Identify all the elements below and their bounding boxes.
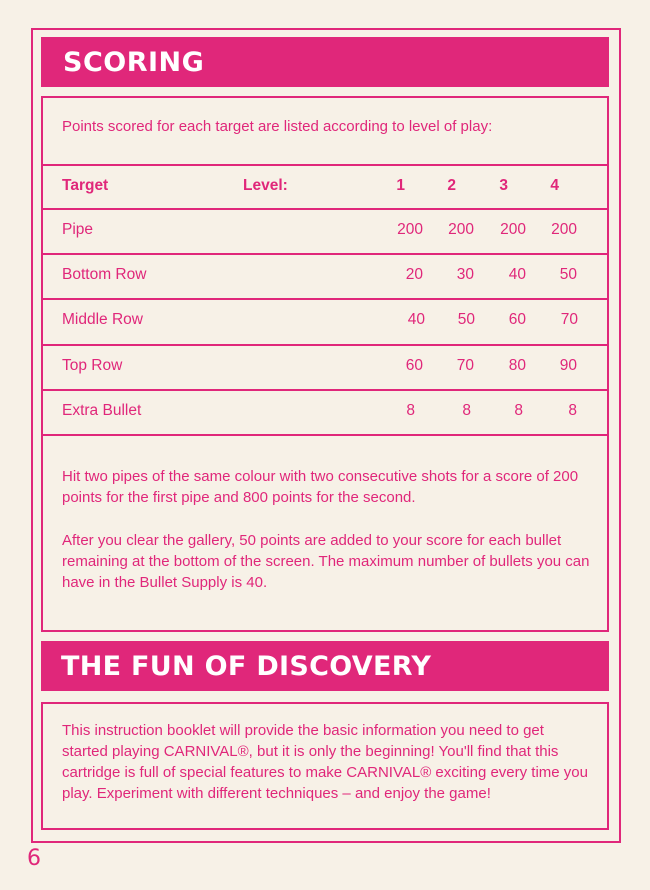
row-value: 200 (448, 221, 474, 238)
fun-banner (41, 641, 609, 691)
row-value: 70 (456, 357, 474, 374)
header-level-4: 4 (550, 177, 559, 194)
scoring-banner (41, 37, 609, 87)
row-value: 50 (457, 311, 475, 328)
header-target: Target (62, 177, 109, 194)
row-value: 50 (559, 266, 577, 283)
row-value: 8 (568, 402, 577, 419)
row-value: 80 (508, 357, 526, 374)
row-target: Middle Row (62, 311, 143, 328)
row-value: 40 (508, 266, 526, 283)
row-value: 70 (560, 311, 578, 328)
row-value: 60 (508, 311, 526, 328)
row-value: 200 (500, 221, 526, 238)
row-target: Top Row (62, 357, 123, 374)
scoring-paragraph-pipes: Hit two pipes of the same colour with two consecutive shots for a score of 200 points for the first pipe and 800 points for the second. (62, 468, 579, 506)
row-value: 8 (514, 402, 523, 419)
table-row (43, 210, 607, 254)
fun-paragraph: This instruction booklet will provide the basic information you need to get started playing CARNIVAL®, but it is only the beginning! You'll find that this cartridge is full of special features to make CARNIVAL® exciting every time you play. Experiment with different techniques – and enjoy the game! (62, 722, 588, 802)
page-number: 6 (27, 846, 41, 871)
row-target: Pipe (62, 221, 94, 238)
scoring-title: SCORING (63, 46, 205, 78)
row-value: 30 (456, 266, 474, 283)
table-row (43, 255, 607, 299)
row-value: 40 (407, 311, 425, 328)
row-target: Extra Bullet (62, 402, 142, 419)
row-value: 200 (551, 221, 577, 238)
row-value: 8 (462, 402, 471, 419)
header-level-1: 1 (396, 177, 405, 194)
table-row (43, 300, 607, 344)
row-value: 200 (397, 221, 423, 238)
row-value: 90 (559, 357, 577, 374)
table-row (43, 346, 607, 390)
header-level: Level: (243, 177, 288, 194)
table-row (43, 391, 607, 435)
table-header-row (43, 166, 607, 210)
scoring-paragraph-bullets: After you clear the gallery, 50 points are added to your score for each bullet remaining at the bottom of the screen. The maximum number of bullets you can have in the Bullet Supply is 40. (62, 532, 590, 591)
row-value: 8 (406, 402, 415, 419)
row-value: 60 (405, 357, 423, 374)
row-value: 20 (405, 266, 423, 283)
header-level-2: 2 (447, 177, 456, 194)
scoring-intro: Points scored for each target are listed according to level of play: (62, 118, 493, 135)
row-target: Bottom Row (62, 266, 147, 283)
header-level-3: 3 (499, 177, 508, 194)
table-divider (43, 434, 607, 436)
fun-title: THE FUN OF DISCOVERY (61, 650, 432, 682)
